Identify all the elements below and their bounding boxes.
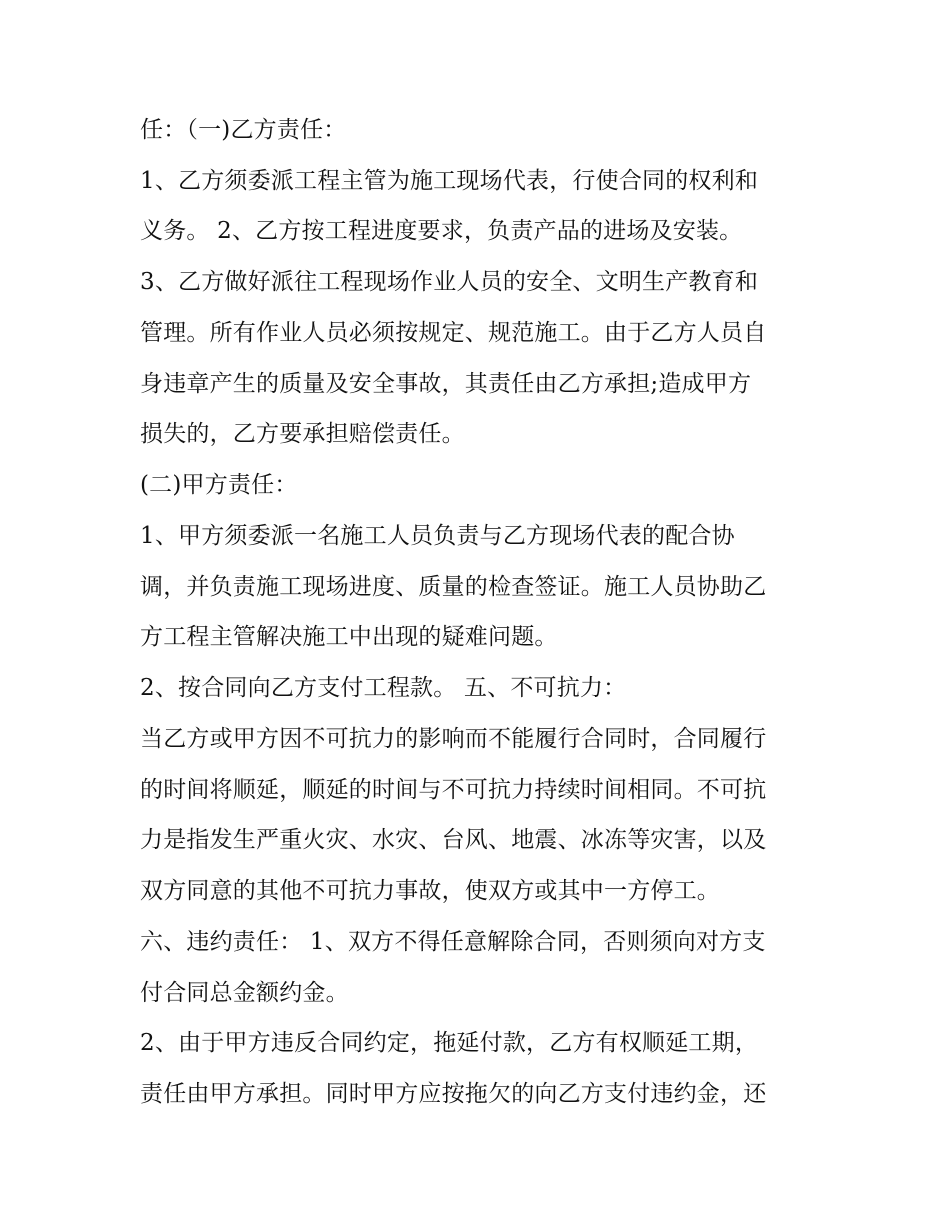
text-line: 双方同意的其他不可抗力事故，使双方或其中一方停工。: [140, 878, 720, 904]
text-line: 1、乙方须委派工程主管为施工现场代表，行使合同的权利和: [140, 168, 759, 194]
text-line: 力是指发生严重火灾、水灾、台风、地震、冰冻等灾害，以及: [140, 827, 767, 853]
text-line: 管理。所有作业人员必须按规定、规范施工。由于乙方人员自: [140, 320, 767, 346]
text-line: 责任由甲方承担。同时甲方应按拖欠的向乙方支付违约金，还: [140, 1081, 767, 1107]
text-line: 身违章产生的质量及安全事故，其责任由乙方承担;造成甲方: [140, 371, 752, 397]
text-line: 3、乙方做好派往工程现场作业人员的安全、文明生产教育和: [140, 269, 759, 295]
text-line: 1、甲方须委派一名施工人员负责与乙方现场代表的配合协: [140, 523, 735, 549]
text-line: 调，并负责施工现场进度、质量的检查签证。施工人员协助乙: [140, 574, 767, 600]
text-line: (二)甲方责任：: [140, 472, 298, 498]
text-line: 的时间将顺延，顺延的时间与不可抗力持续时间相同。不可抗: [140, 777, 767, 803]
text-line: 六、违约责任： 1、双方不得任意解除合同，否则须向对方支: [140, 929, 766, 955]
text-line: 任：（一)乙方责任：: [140, 117, 347, 143]
text-line: 义务。 2、乙方按工程进度要求，负责产品的进场及安装。: [140, 218, 743, 244]
text-line: 损失的，乙方要承担赔偿责任。: [140, 421, 465, 447]
text-line: 2、按合同向乙方支付工程款。 五、不可抗力：: [140, 675, 627, 701]
text-line: 2、由于甲方违反合同约定，拖延付款，乙方有权顺延工期，: [140, 1030, 759, 1056]
text-line: 方工程主管解决施工中出现的疑难问题。: [140, 624, 558, 650]
text-line: 付合同总金额约金。: [140, 980, 349, 1006]
text-line: 当乙方或甲方因不可抗力的影响而不能履行合同时，合同履行: [140, 726, 767, 752]
